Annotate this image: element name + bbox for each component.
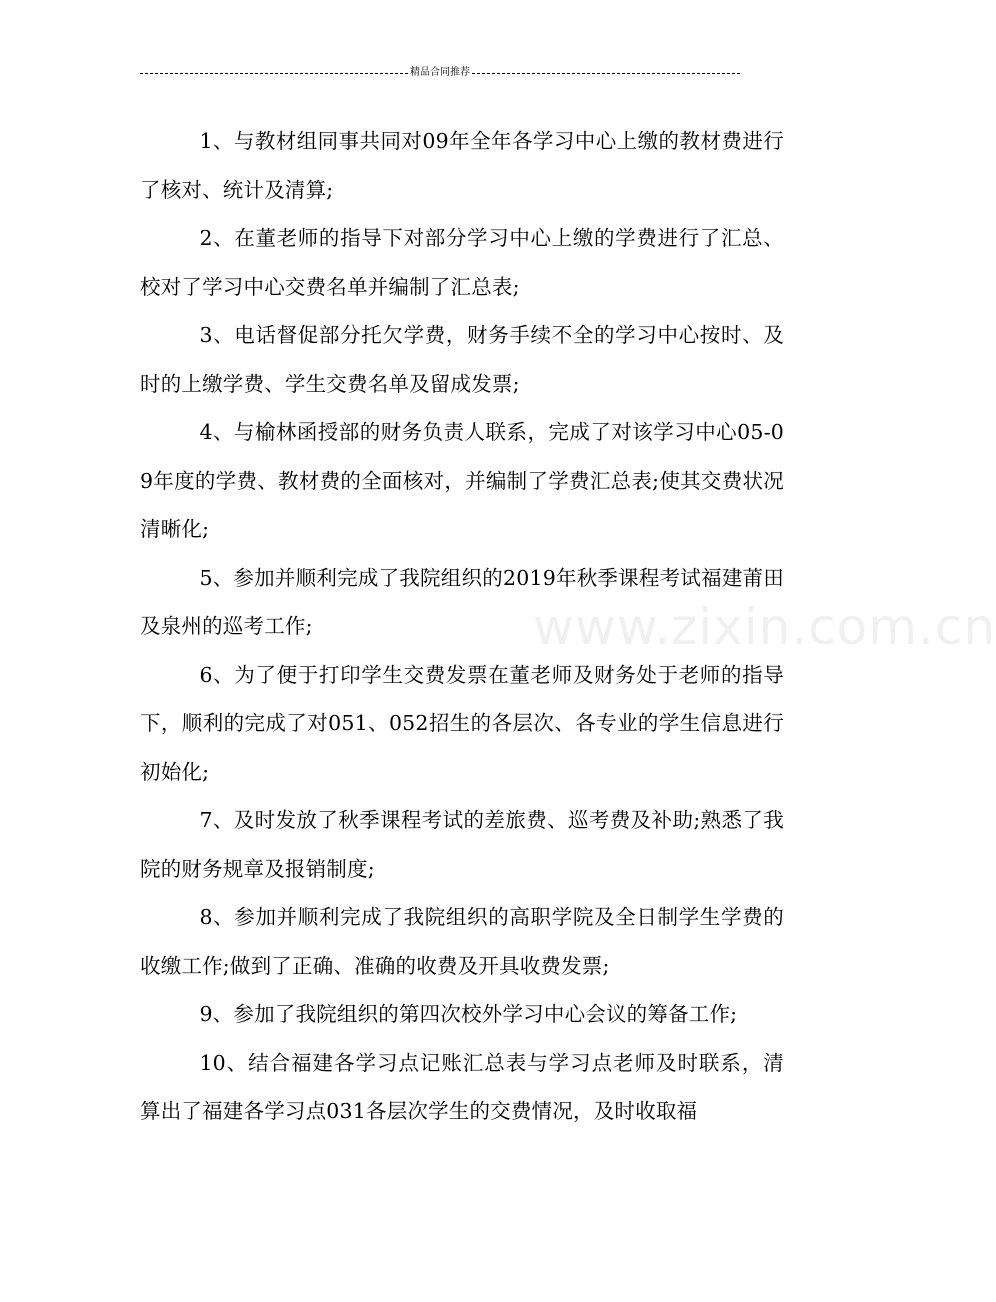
paragraph-4: 4、与榆林函授部的财务负责人联系，完成了对该学习中心05-09年度的学费、教材费的全面核对，并编制了学费汇总表;使其交费状况清晰化; — [140, 420, 784, 541]
paragraph-3: 3、电话督促部分托欠学费，财务手续不全的学习中心按时、及时的上缴学费、学生交费名单及留成发票; — [140, 323, 784, 396]
header-dash-right — [472, 73, 740, 74]
document-body — [140, 117, 784, 1136]
paragraph-9: 9、参加了我院组织的第四次校外学习中心会议的筹备工作; — [199, 1002, 738, 1026]
paragraph-7: 7、及时发放了秋季课程考试的差旅费、巡考费及补助;熟悉了我院的财务规章及报销制度; — [140, 808, 784, 881]
watermark-text: www.zixin.com.cn — [533, 598, 996, 656]
paragraph-5: 5、参加并顺利完成了我院组织的2019年秋季课程考试福建莆田及泉州的巡考工作; — [140, 565, 784, 638]
paragraph-8: 8、参加并顺利完成了我院组织的高职学院及全日制学生学费的收缴工作;做到了正确、准确的收费及开具收费发票; — [140, 905, 784, 978]
header-label: 精品合同推荐 — [410, 67, 470, 78]
paragraph-2: 2、在董老师的指导下对部分学习中心上缴的学费进行了汇总、校对了学习中心交费名单并编制了汇总表; — [140, 226, 784, 299]
paragraph-10: 10、结合福建各学习点记账汇总表与学习点老师及时联系，清算出了福建各学习点031各层次学生的交费情况，及时收取福 — [140, 1050, 784, 1123]
paragraph-1: 1、与教材组同事共同对09年全年各学习中心上缴的教材费进行了核对、统计及清算; — [140, 129, 784, 202]
header-dash-left — [140, 73, 408, 74]
page-header — [140, 66, 740, 80]
paragraph-6: 6、为了便于打印学生交费发票在董老师及财务处于老师的指导下，顺利的完成了对051、052招生的各层次、各专业的学生信息进行初始化; — [140, 662, 784, 784]
